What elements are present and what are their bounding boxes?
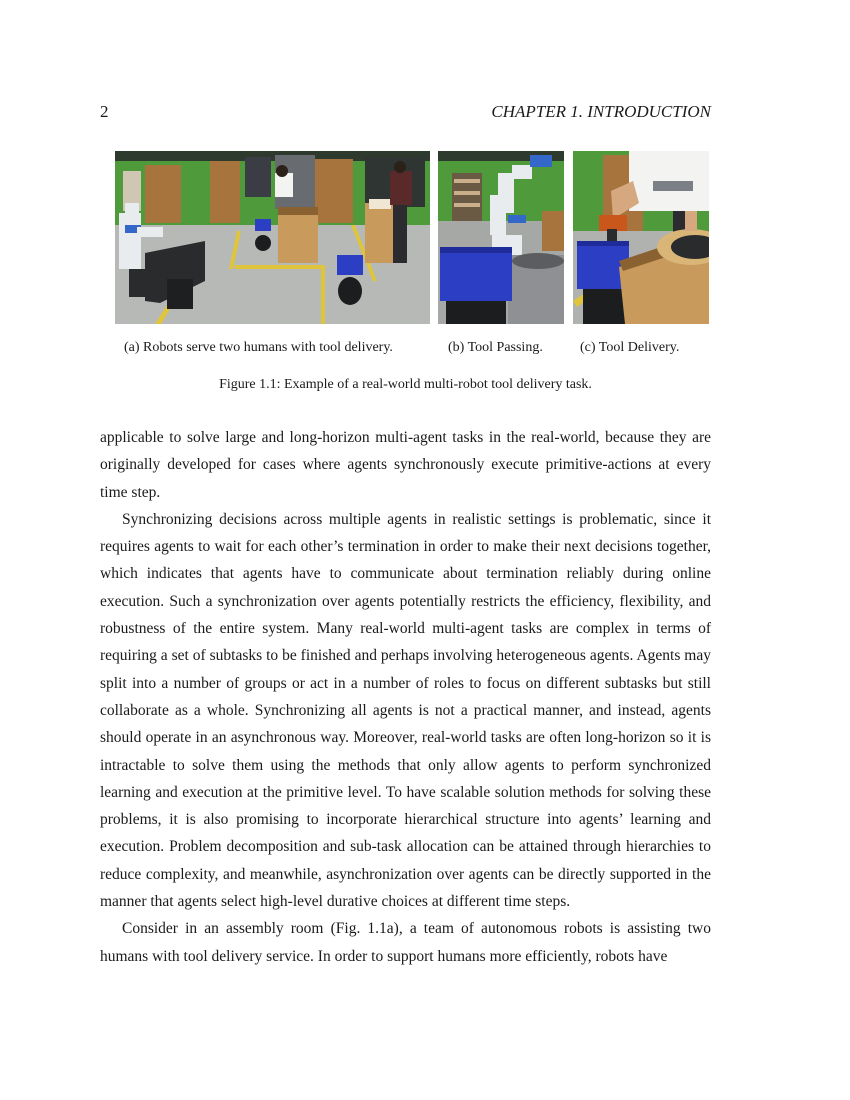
photo-tool-passing [438, 151, 564, 324]
subcaption-a: (a) Robots serve two humans with tool delivery. [124, 340, 393, 355]
paragraph: Consider in an assembly room (Fig. 1.1a), a team of autonomous robots is assisting two humans with tool delivery service. In order to support humans more efficiently, robots have [100, 920, 711, 965]
body-text [100, 424, 711, 970]
photo-tool-delivery [573, 151, 709, 324]
running-head [100, 100, 711, 124]
paragraph: Synchronizing decisions across multiple agents in realistic settings is problematic, since it requires agents to wait for each other’s termination in order to make their next decisions together, which indicates that agents have to communicate about termination reliably during online execution. Such a synchronization over agents potentially restricts the efficiency, flexibility, and robustness of the entire system. Many real-world multi-agent tasks are complex in terms of requiring a set of subtasks to be finished and perhaps involving heterogeneous agents. Agents may split into a number of groups or act in a number of roles to focus on different subtasks but still collaborate as a whole. Synchronizing all agents is not a practical manner, and instead, agents should operate in an asynchronous way. Moreover, real-world tasks are often long-horizon so it is intractable to solve them using the methods that only allow agents to perform synchronized learning and execution at the primitive level. To have scalable solution methods for solving these problems, it is also promising to incorporate hierarchical structure into agents’ learning and execution. Problem decomposition and sub-task allocation can be attained through hierarchies to reduce complexity, and meanwhile, asynchronization over agents can be directly supported in the manner that agents select high-level durative choices at different time steps. [100, 510, 711, 911]
paper-page [100, 0, 711, 1100]
paragraph: applicable to solve large and long-horizon multi-agent tasks in the real-world, because they are originally developed for cases where agents synchronously execute primitive-actions at every time step. [100, 429, 711, 501]
subcaption-b: (b) Tool Passing. [448, 340, 543, 355]
chapter-title: CHAPTER 1. INTRODUCTION [491, 102, 711, 121]
photo-robots-serve-humans [115, 151, 430, 324]
figure-caption: Figure 1.1: Example of a real-world multi-robot tool delivery task. [219, 377, 592, 392]
subcaption-c: (c) Tool Delivery. [580, 340, 680, 355]
figure-1-1 [115, 151, 709, 324]
page-number: 2 [100, 102, 109, 121]
